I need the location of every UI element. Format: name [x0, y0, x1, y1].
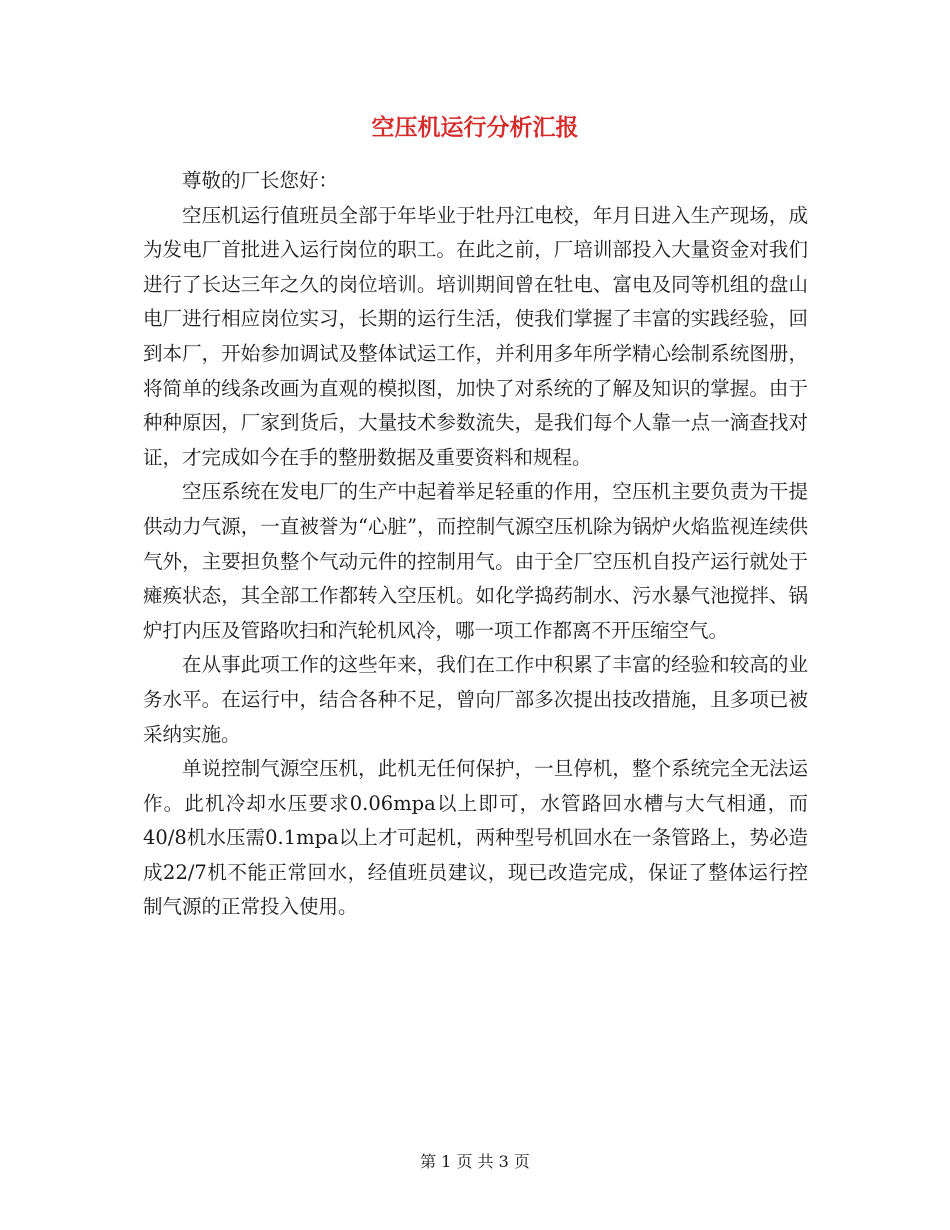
paragraph-3: 在从事此项工作的这些年来，我们在工作中积累了丰富的经验和较高的业务水平。在运行中，结合各种不足，曾向厂部多次提出技改措施，且多项已被采纳实施。	[143, 653, 808, 746]
paragraph-4: 单说控制气源空压机，此机无任何保护，一旦停机，整个系统完全无法运作。此机冷却水压要求0.06mpa以上即可，水管路回水槽与大气相通，而40/8机水压需0.1mpa以上才可起机，两种型号机回水在一条管路上，势必造成22/7机不能正常回水，经值班员建议，现已改造完成，保证了整体运行控制气源的正常投入使用。	[143, 757, 808, 919]
salutation: 尊敬的厂长您好：	[182, 169, 339, 192]
paragraph-2: 空压系统在发电厂的生产中起着举足轻重的作用，空压机主要负责为干提供动力气源，一直被誉为“心脏”，而控制气源空压机除为锅炉火焰监视连续供气外，主要担负整个气动元件的控制用气。由于全厂空压机自投产运行就处于瘫痪状态，其全部工作都转入空压机。如化学捣药制水、污水暴气池搅拌、锅炉打内压及管路吹扫和汽轮机风冷，哪一项工作都离不开压缩空气。	[143, 480, 808, 642]
document-body	[143, 164, 808, 925]
page-number-footer: 第 1 页 共 3 页	[420, 1152, 530, 1171]
paragraph-1: 空压机运行值班员全部于年毕业于牡丹江电校，年月日进入生产现场，成为发电厂首批进入运行岗位的职工。在此之前，厂培训部投入大量资金对我们进行了长达三年之久的岗位培训。培训期间曾在牡电、富电及同等机组的盘山电厂进行相应岗位实习，长期的运行生活，使我们掌握了丰富的实践经验，回到本厂，开始参加调试及整体试运工作，并利用多年所学精心绘制系统图册，将简单的线条改画为直观的模拟图，加快了对系统的了解及知识的掌握。由于种种原因，厂家到货后，大量技术参数流失，是我们每个人靠一点一滴查找对证，才完成如今在手的整册数据及重要资料和规程。	[143, 203, 808, 469]
document-title: 空压机运行分析汇报	[371, 115, 579, 141]
